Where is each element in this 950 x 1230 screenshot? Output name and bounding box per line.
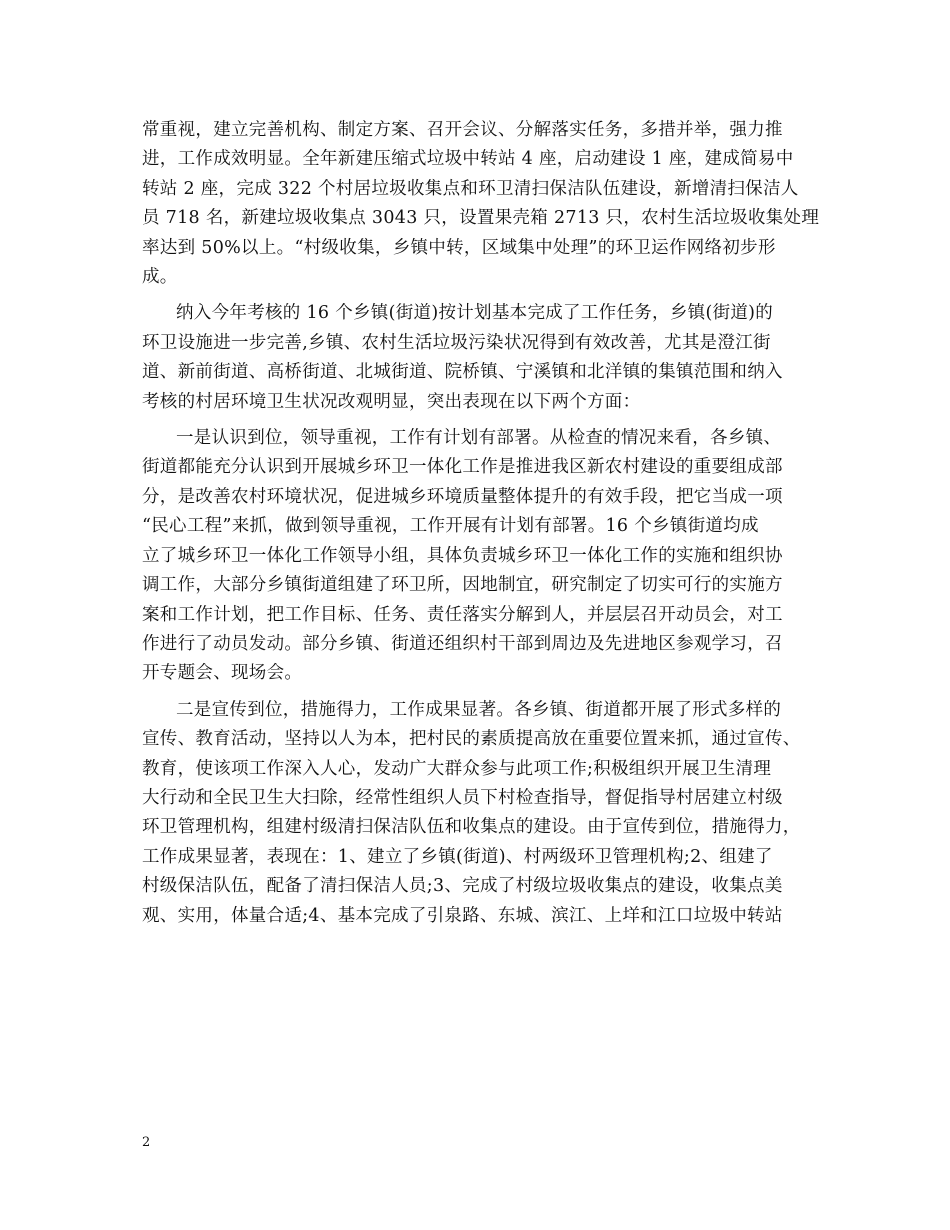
text-line: 一是认识到位，领导重视，工作有计划有部署。从检查的情况来看，各乡镇、 <box>176 428 782 449</box>
text-line: 常重视，建立完善机构、制定方案、召开会议、分解落实任务，多措并举，强力推 <box>142 120 783 140</box>
paragraph <box>142 299 810 417</box>
text-line: 观、实用，体量合适;4、基本完成了引泉路、东城、滨江、上垟和江口垃圾中转站 <box>142 905 783 926</box>
text-line: 率达到 50%以上。“村级收集，乡镇中转，区域集中处理”的环卫运作网络初步形 <box>142 237 776 258</box>
text-line: 立了城乡环卫一体化工作领导小组，具体负责城乡环卫一体化工作的实施和组织协 <box>142 545 783 566</box>
paragraph <box>142 424 810 689</box>
text-line: 转站 2 座，完成 322 个村居垃圾收集点和环卫清扫保洁队伍建设，新增清扫保洁人 <box>142 178 799 199</box>
text-line: 员 718 名，新建垃圾收集点 3043 只，设置果壳箱 2713 只，农村生活垃圾收集处理 <box>142 208 820 229</box>
text-line: “民心工程”来抓，做到领导重视，工作开展有计划有部署。16 个乡镇街道均成 <box>142 516 759 537</box>
text-line: 环卫设施进一步完善,乡镇、农村生活垃圾污染状况得到有效改善，尤其是澄江街 <box>142 332 771 353</box>
text-line: 教育，使该项工作深入人心，发动广大群众参与此项工作;积极组织开展卫生清理 <box>142 758 772 779</box>
text-line: 纳入今年考核的 16 个乡镇(街道)按计划基本完成了工作任务，乡镇(街道)的 <box>176 303 774 324</box>
paragraph <box>142 696 810 931</box>
text-line: 成。 <box>142 267 178 288</box>
text-line: 道、新前街道、高桥街道、北城街道、院桥镇、宁溪镇和北洋镇的集镇范围和纳入 <box>142 362 783 383</box>
text-line: 考核的村居环境卫生状况改观明显，突出表现在以下两个方面： <box>142 391 641 412</box>
paragraph <box>142 116 820 292</box>
text-line: 作进行了动员发动。部分乡镇、街道还组织村干部到周边及先进地区参观学习，召 <box>142 633 783 654</box>
text-line: 街道都能充分认识到开展城乡环卫一体化工作是推进我区新农村建设的重要组成部 <box>142 457 783 478</box>
page-number: 2 <box>142 1135 151 1150</box>
text-line: 环卫管理机构，组建村级清扫保洁队伍和收集点的建设。由于宣传到位，措施得力， <box>142 817 801 838</box>
text-line: 案和工作计划，把工作目标、任务、责任落实分解到人，并层层召开动员会，对工 <box>142 604 783 625</box>
text-line: 进，工作成效明显。全年新建压缩式垃圾中转站 4 座，启动建设 1 座，建成简易中 <box>142 149 794 170</box>
text-line: 分，是改善农村环境状况，促进城乡环境质量整体提升的有效手段，把它当成一项 <box>142 486 783 507</box>
text-line: 村级保洁队伍，配备了清扫保洁人员;3、完成了村级垃圾收集点的建设，收集点美 <box>142 876 783 897</box>
text-line: 宣传、教育活动，坚持以人为本，把村民的素质提高放在重要位置来抓，通过宣传、 <box>142 729 801 750</box>
text-line: 大行动和全民卫生大扫除，经常性组织人员下村检查指导，督促指导村居建立村级 <box>142 787 783 808</box>
text-line: 工作成果显著，表现在：1、建立了乡镇(街道)、村两级环卫管理机构;2、组建了 <box>142 846 773 867</box>
text-line: 调工作，大部分乡镇街道组建了环卫所，因地制宜，研究制定了切实可行的实施方 <box>142 575 783 596</box>
text-line: 二是宣传到位，措施得力，工作成果显著。各乡镇、街道都开展了形式多样的 <box>176 699 782 720</box>
text-line: 开专题会、现场会。 <box>142 663 303 684</box>
body-text <box>142 116 820 931</box>
